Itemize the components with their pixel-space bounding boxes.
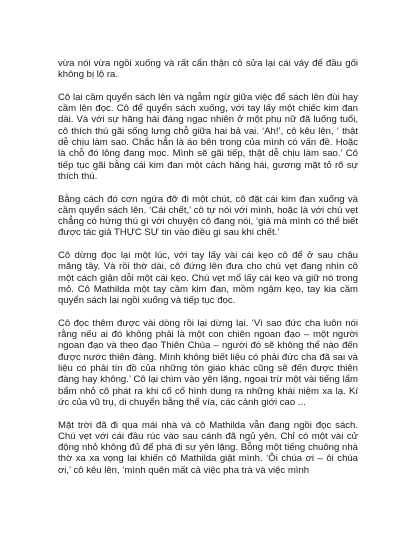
paragraph-4: Cô dừng đọc lại một lúc, với tay lấy vài cái kẹo cô để ở sau chậu măng tây. Và rồi thờ dài, cô đứng lên đưa cho chú vẹt đang nhìn cô một cách giận dỗi một cái kẹo. Chú vẹt mổ lấy cái kẹo và giữ nó trong mỏ. Cô Mathilda một tay cầm kim đan, mồm ngậm kẹo, tay kia cầm quyển sách lại ngồi xuống và tiếp tục đọc. (58, 250, 358, 307)
paragraph-2: Cô lại cầm quyển sách lên và ngẫm ngừ giữa việc để sách lên đùi hay cầm lên đọc. Cô để quyển sách xuống, với tay lấy một chiếc kim đan dài. Và với sự hăng hái đáng ngạc nhiên ở một phụ nữ đã luống tuổi, cô thích thú gãi sống lưng chỗ giữa hai bả vai. ‘Ah!’, cô kêu lên, ‘ thật dễ chịu làm sao. Chắc hẳn là áo bên trong của mình có vấn đề. Hoặc là chỗ đó lông đang mọc. Mình sẽ gãi tiếp, thật dễ chịu làm sao.’ Cô tiếp tục gãi bằng cái kim đan một cách hăng hái, gương mặt tỏ rõ sự thích thú. (58, 91, 358, 182)
document-page (58, 58, 358, 487)
paragraph-1: vừa nói vừa ngồi xuống và rất cẩn thận cô sửa lại cái váy để đầu gối không bị lộ ra. (58, 58, 358, 81)
paragraph-6: Mặt trời đã đi qua mái nhà và cô Mathilda vẫn đang ngồi đọc sách. Chú vẹt với cái đầu rúc vào sau cánh đã ngủ yên. Chỉ có một vài cử động nhỏ không đủ để phá đi sự yên lặng. Bỗng một tiếng chuông nhà thờ xa xa vọng lại khiến cô Mathilda giật mình. ‘Ôi chúa ơi – ôi chúa ơi,’ cô kêu lên, ‘mình quên mất cả việc pha trà và việc mình (58, 419, 358, 476)
paragraph-5: Cô đọc thêm được vài dòng rồi lại dừng lại. ‘Vì sao đức cha luôn nói rằng nếu ai đó không phải là một con chiên ngoan đạo – một người ngoan đạo và theo đạo Thiên Chúa – người đó sẽ không thể nào đến được nước thiên đàng. Mình không biết liệu có phải đức cha đã sai và liệu có phải tín đồ của những tôn giáo khác cũng sẽ đến được thiên đàng hay không.’ Cô lại chìm vào yên lặng, ngoại trừ một vài tiếng lẩm bẩm nhỏ cô phát ra khi cố cố hình dung ra những khái niệm xa lạ. Kí ức của vũ trụ, di chuyển bằng thể vía, các cảnh giới cao ... (58, 317, 358, 408)
paragraph-3: Bằng cách đó cơn ngứa đỡ đi một chút, cô đặt cái kim đan xuống và cầm quyển sách lên. ‘Cái chết,’ cô tự nói với mình, hoặc là với chú vẹt chẳng có hứng thú gì với chuyện cô đang nói, ‘giá mà mình có thể biết được tác giả THỰC SỰ tin vào điều gì sau khi chết.’ (58, 193, 358, 239)
